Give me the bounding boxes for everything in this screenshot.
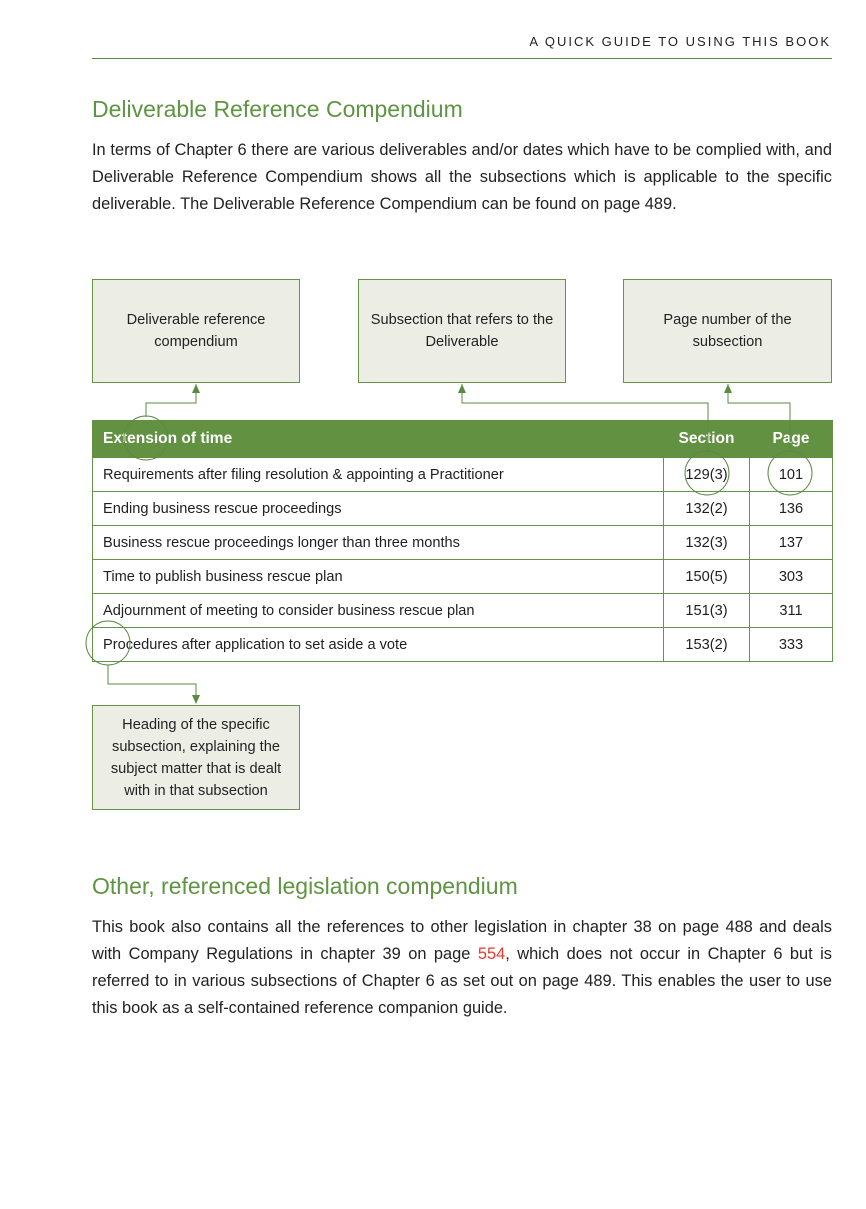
section-paragraph-deliverable: In terms of Chapter 6 there are various deliverables and/or dates which have to be complied with, and Deliverable Reference Compendium shows all the subsections which is applicable to the specific deliverable. The Deliverable Reference Compendium can be found on page 489.: [92, 141, 832, 213]
highlight-circle-row-subject: [86, 621, 130, 665]
row-section: 132(3): [664, 526, 750, 560]
paragraph-text-after-link: , which does not occur in Chapter 6 but is referred to in various subsections of Chapter 6 as set out on page 489. This enables the user to use this book as a self-contained reference companion guide.: [92, 945, 832, 1017]
row-page: 303: [750, 560, 833, 594]
row-section: 151(3): [664, 594, 750, 628]
callout-compendium-text: Deliverable reference compendium: [126, 312, 266, 350]
header-page: Page: [750, 421, 833, 458]
section-paragraph-legislation: [92, 914, 832, 1022]
row-page: 136: [750, 492, 833, 526]
callout-heading-text: Heading of the specific subsection, explaining the subject matter that is dealt with in that subsection: [110, 716, 282, 799]
running-head: A QUICK GUIDE TO USING THIS BOOK: [529, 34, 831, 49]
connector-subsection: [462, 384, 708, 451]
arrow-up-icon: [724, 384, 732, 393]
row-subject: Time to publish business rescue plan: [93, 560, 664, 594]
row-subject: Business rescue proceedings longer than three months: [93, 526, 664, 560]
connector-page-number: [728, 384, 790, 451]
arrow-up-icon: [192, 384, 200, 393]
row-section: 153(2): [664, 628, 750, 662]
row-section: 150(5): [664, 560, 750, 594]
row-subject: Procedures after application to set aside a vote: [93, 628, 664, 662]
highlight-circle-subject-header: [124, 416, 168, 460]
row-page: 137: [750, 526, 833, 560]
header-section: Section: [664, 421, 750, 458]
row-page: 311: [750, 594, 833, 628]
row-page: 333: [750, 628, 833, 662]
row-subject: Ending business rescue proceedings: [93, 492, 664, 526]
arrow-up-icon: [458, 384, 466, 393]
highlight-circle-section: [685, 451, 729, 495]
section-heading-legislation: Other, referenced legislation compendium: [92, 873, 518, 899]
section-heading-deliverable: Deliverable Reference Compendium: [92, 96, 463, 122]
row-subject: Requirements after filing resolution & appointing a Practitioner: [93, 458, 664, 492]
row-subject: Adjournment of meeting to consider business rescue plan: [93, 594, 664, 628]
header-subject: Extension of time: [93, 421, 664, 458]
connector-heading: [108, 665, 196, 703]
callout-subsection-text: Subsection that refers to the Deliverable: [370, 312, 554, 350]
connector-compendium: [146, 384, 196, 417]
callout-page-number-text: Page number of the subsection: [663, 312, 792, 350]
paragraph-text-before-link: This book also contains all the references to other legislation in chapter 38 on page 488 and deals with Company Regulations in chapter 39 on page: [92, 918, 832, 963]
row-section: 129(3): [664, 458, 750, 492]
page-reference-link[interactable]: 554: [477, 945, 506, 963]
arrow-down-icon: [192, 695, 200, 704]
row-section: 132(2): [664, 492, 750, 526]
highlight-circle-page: [768, 451, 812, 495]
row-page: 101: [750, 458, 833, 492]
